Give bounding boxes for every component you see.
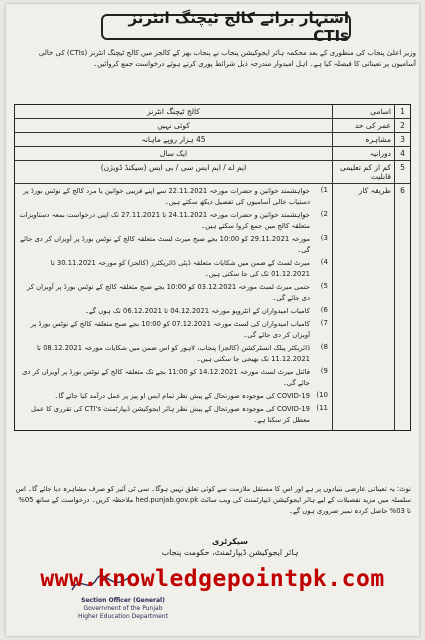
table-row: 5 کم از کم تعلیمی قابلیت ایم اے / ایم ایس سی / بی ایس (سیکنڈ ڈویژن) [15,161,410,184]
list-item: 6) کامیاب امیدواران کے انٹرویو مورخہ 04.12.2021 تا 06.12.2021 تک ہوں گے۔ [84,306,328,315]
list-item: 4) میرٹ لسٹ کے ضمن میں شکایات متعلقہ ڈپٹی ڈائریکٹرز (کالجز) کو مورخہ 30.11.2021 تا 01.12.2021 تک کی جا سکتی ہیں۔ [50,258,328,278]
signatory-department: ہائر ایجوکیشن ڈیپارٹمنٹ، حکومت پنجاب [161,548,299,557]
details-table [14,104,411,431]
table-row: 2 عمر کی حد کوئی نہیں [15,119,410,133]
watermark-url: www.knowledgepointpk.com [40,566,385,592]
intro-paragraph: وزیر اعلیٰ پنجاب کی منظوری کے بعد محکمہ ہائر ایجوکیشن پنجاب نے پنجاب بھر کے کالجز میں کالج ٹیچنگ انٹرنز (CTIs) کی خالی آسامیوں پر تعیناتی کا فیصلہ کیا ہے۔ اہل امیدوار مندرجہ ذیل شرائط پوری کرتے ہوئے درخواست جمع کروائیں۔ [38,49,416,68]
list-item: 1) خواہشمند خواتین و حضرات مورخہ 22.11.2021 سے اپنے قریبی خواتین یا مرد کالج کے نوٹس بورڈ پر دستیاب خالی آسامیوں کی تفصیل دیکھ سکتے ہیں۔ [23,186,328,206]
list-item: 11) COVID-19 کی موجودہ صورتحال کے پیش نظر ہائر ایجوکیشن ڈیپارٹمنٹ CTI's کی تقرری کا عمل معطل کر سکتا ہے۔ [31,404,328,424]
list-item: 2) خواہشمند خواتین و حضرات مورخہ 24.11.2021 تا 27.11.2021 تک اپنی درخواست بمعہ دستاویزات متعلقہ کالج میں جمع کروا سکتے ہیں۔ [19,210,328,230]
official-stamp: Section Officer (General) Government of the Punjab Higher Education Department [78,597,168,620]
ad-title: اشتہار برائے کالج ٹیچنگ انٹرنز CTIs [101,14,351,40]
signatory-title: سیکرٹری [211,537,249,546]
table-row-method: 6 طریقہ کار 1) خواہشمند خواتین و حضرات مورخہ 22.11.2021 سے اپنے قریبی خواتین یا مرد کالج کے نوٹس بورڈ پر دستیاب خالی آسامیوں کی تفصیل دیکھ سکتے ہیں۔ 2) خواہشمند خواتین و حضرات مورخہ 24.11.2021 تا 27.11.2021 تک اپنی درخواست بمعہ دستاویزات متعلقہ کالج میں جمع کروا سکتے ہیں۔ 3) مورخہ 29.11.2021 کو 10:00 بجے صبح میرٹ لسٹ متعلقہ کالج کے نوٹس بورڈ پر آویزاں کر دی جائے گی۔ 4) میرٹ لسٹ کے ضمن میں شکایات متعلقہ ڈپٹی ڈائریکٹرز (کالجز) کو مورخہ 30.11.2021 تا 01.12.2021 تک کی جا سکتی ہیں۔ 5) حتمی میرٹ لسٹ مورخہ 03.12.2021 کو 10:00 بجے صبح متعلقہ کالج کے نوٹس بورڈ پر آویزاں کر دی جائے گی۔ 6) کامیاب امیدواران کے انٹرویو مورخہ 04.12.2021 تا 06.12.2021 تک ہوں گے۔ 7) کامیاب امیدواران کی لسٹ مورخہ 07.12.2021 کو 10:00 بجے صبح متعلقہ کالج کے نوٹس بورڈ پر آویزاں کر دی جائے گی۔ 8) ڈائریکٹر پبلک انسٹرکشن (کالجز) پنجاب، لاہور کو اس ضمن میں شکایات مورخہ 08.12.2021 تا 11.12.2021 تک بھیجی جا سکتی ہیں۔ 9) فائنل میرٹ لسٹ مورخہ 14.12.2021 کو 11:00 بجے تک متعلقہ کالج کے نوٹس بورڈ پر آویزاں کر دی جائے گی۔ 10) COVID-19 کی موجودہ صورتحال کے پیش نظر تمام ایس او پیز پر عمل درآمد کیا جائے گا۔ 11) COVID-19 کی موجودہ صورتحال کے پیش نظر ہائر ایجوکیشن ڈیپارٹمنٹ CTI's کی تقرری کا عمل معطل کر سکتا ہے۔ [15,184,410,430]
list-item: 9) فائنل میرٹ لسٹ مورخہ 14.12.2021 کو 11:00 بجے تک متعلقہ کالج کے نوٹس بورڈ پر آویزاں کر دی جائے گی۔ [22,367,328,387]
table-row: 1 اسامی کالج ٹیچنگ انٹرنز [15,105,410,119]
list-item: 5) حتمی میرٹ لسٹ مورخہ 03.12.2021 کو 10:00 بجے صبح متعلقہ کالج کے نوٹس بورڈ پر آویزاں کر دی جائے گی۔ [26,282,328,302]
method-steps [15,184,332,430]
table-row: 3 مشاہرہ 45 ہزار روپے ماہانہ [15,133,410,147]
list-item: 7) کامیاب امیدواران کی لسٹ مورخہ 07.12.2021 کو 10:00 بجے صبح متعلقہ کالج کے نوٹس بورڈ پر آویزاں کر دی جائے گی۔ [30,319,328,339]
list-item: 10) COVID-19 کی موجودہ صورتحال کے پیش نظر تمام ایس او پیز پر عمل درآمد کیا جائے گا۔ [54,391,328,400]
signature-block [120,536,340,558]
list-item: 8) ڈائریکٹر پبلک انسٹرکشن (کالجز) پنجاب، لاہور کو اس ضمن میں شکایات مورخہ 08.12.2021 تا 11.12.2021 تک بھیجی جا سکتی ہیں۔ [36,343,328,363]
list-item: 3) مورخہ 29.11.2021 کو 10:00 بجے صبح میرٹ لسٹ متعلقہ کالج کے نوٹس بورڈ پر آویزاں کر دی جائے گی۔ [20,234,328,254]
footnote: نوٹ: یہ تعیناتی عارضی بنیادوں پر ہے اور اس کا مستقل ملازمت سے کوئی تعلق نہیں ہوگا۔ سی ٹی آئیز کو صرف مشاہرہ دیا جائے گا۔ اس سلسلہ میں مزید تفصیلات کے لیے ہائر ایجوکیشن ڈیپارٹمنٹ کی ویب سائٹ hed.punjab.gov.pk ملاحظہ کریں۔ درخواست کے ساتھ 05% تا 03% حاصل کردہ نمبر ضروری ہوں گے۔ [15,485,411,515]
table-row: 4 دورانیہ ایک سال [15,147,410,161]
